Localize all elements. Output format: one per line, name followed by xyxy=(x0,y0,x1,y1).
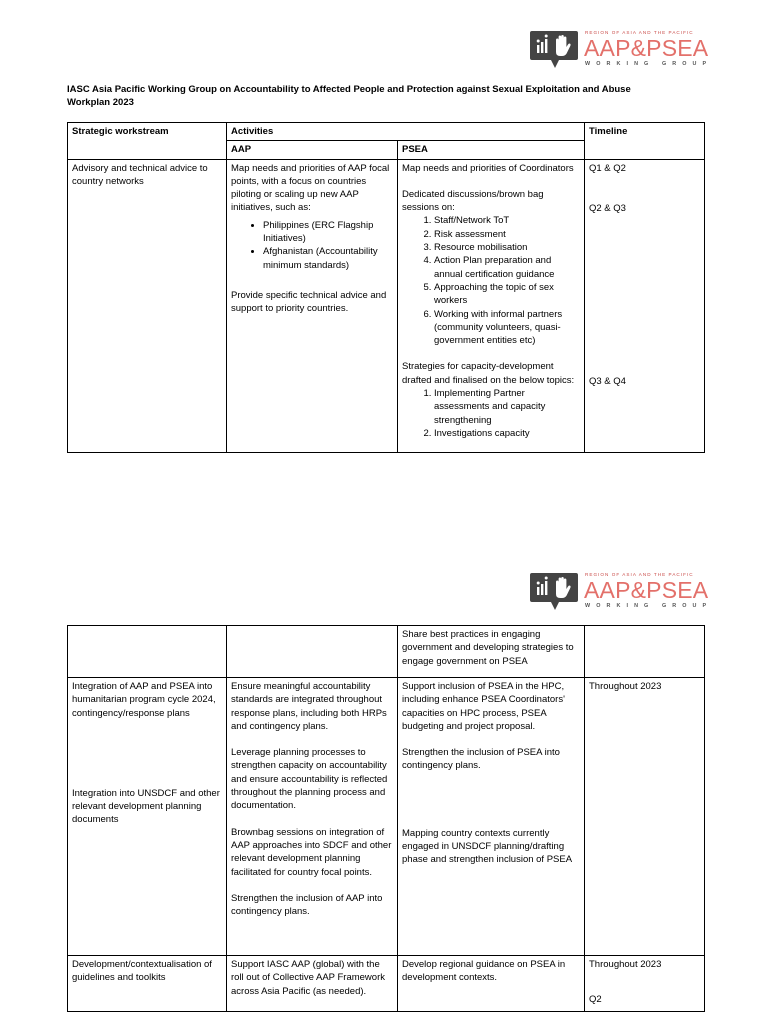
list-item: 2. Investigations capacity xyxy=(434,427,580,440)
logo-brand: AAP&PSEA xyxy=(584,35,709,61)
timeline-entry: Q2 xyxy=(589,994,602,1006)
header-aap: AAP xyxy=(227,141,398,159)
logo-region-line: REGION OF ASIA AND THE PACIFIC xyxy=(585,30,694,35)
workstream-text: Integration into UNSDCF and other relevant development planning documents xyxy=(72,787,220,826)
aap-intro: Map needs and priorities of AAP focal points, with a focus on countries piloting or scaling up new AAP initiatives, such as: xyxy=(231,162,390,214)
aap-cell xyxy=(227,159,398,452)
psea-cell xyxy=(398,678,585,956)
aap-cell: Support IASC AAP (global) with the roll out of Collective AAP Framework across Asia Pacific (as needed). xyxy=(227,956,398,1012)
workplan-table-page2 xyxy=(67,625,705,1012)
list-item: 3. Resource mobilisation xyxy=(434,241,580,254)
list-item: 5. Approaching the topic of sex workers xyxy=(434,281,580,308)
psea-cell: Develop regional guidance on PSEA in development contexts. xyxy=(398,956,585,1012)
logo xyxy=(529,572,713,612)
workplan-table-page1 xyxy=(67,122,705,453)
aap-paragraph: Brownbag sessions on integration of AAP approaches into SDCF and other relevant development planning facilitated for country focal points. xyxy=(231,826,392,878)
table-row xyxy=(68,626,705,678)
psea-paragraph: Map needs and priorities of Coordinators xyxy=(402,162,574,174)
list-item: 1. Implementing Partner assessments and capacity strengthening xyxy=(434,387,580,427)
timeline-cell xyxy=(585,956,705,1012)
list-item: 6. Working with informal partners (community volunteers, quasi-government entities etc) xyxy=(434,308,580,348)
psea-paragraph: Mapping country contexts currently engaged in UNSDCF planning/drafting phase and strengthen inclusion of PSEA xyxy=(402,827,573,866)
timeline-entry: Q2 & Q3 xyxy=(589,202,626,214)
aap-paragraph: Leverage planning processes to strengthen capacity on accountability and ensure accountability is reflected throughout the planning process and documentation. xyxy=(231,747,388,812)
logo-badge-icon xyxy=(529,572,579,612)
workstream-cell: Advisory and technical advice to country networks xyxy=(68,159,227,452)
aap-paragraph: Ensure meaningful accountability standards are integrated throughout response plans, including both HRPs and contingency plans. xyxy=(231,681,387,732)
list-item: • Philippines (ERC Flagship Initiatives) xyxy=(263,219,393,246)
logo-wordmark xyxy=(584,572,713,612)
list-item: • Afghanistan (Accountability minimum standards) xyxy=(263,245,393,272)
logo-brand: AAP&PSEA xyxy=(584,577,709,603)
psea-paragraph: Support inclusion of PSEA in the HPC, including enhance PSEA Coordinators' capacities on HPC process, PSEA budgeting and project proposal. xyxy=(402,681,565,732)
psea-paragraph: Dedicated discussions/brown bag sessions on: xyxy=(402,188,544,214)
header-timeline: Timeline xyxy=(585,123,705,160)
psea-numbered-list xyxy=(402,387,580,440)
timeline-entry: Q3 & Q4 xyxy=(589,376,626,388)
aap-outro: Provide specific technical advice and support to priority countries. xyxy=(231,289,387,315)
aap-paragraph: Strengthen the inclusion of AAP into contingency plans. xyxy=(231,892,383,918)
timeline-cell xyxy=(585,626,705,678)
timeline-entry: Throughout 2023 xyxy=(589,959,662,970)
header-workstream: Strategic workstream xyxy=(68,123,227,160)
psea-cell xyxy=(398,159,585,452)
psea-numbered-list xyxy=(402,214,580,347)
logo-badge-icon xyxy=(529,30,579,70)
psea-paragraph: Strengthen the inclusion of PSEA into contingency plans. xyxy=(402,747,560,772)
timeline-cell xyxy=(585,159,705,452)
workstream-text: Integration of AAP and PSEA into humanitarian program cycle 2024, contingency/response plans xyxy=(72,681,216,719)
psea-cell: Share best practices in engaging government and developing strategies to engage government on PSEA xyxy=(398,626,585,678)
list-item: 2. Risk assessment xyxy=(434,228,580,241)
psea-paragraph: Strategies for capacity-development drafted and finalised on the below topics: xyxy=(402,361,575,386)
workstream-cell: Development/contextualisation of guidelines and toolkits xyxy=(68,956,227,1012)
workstream-cell xyxy=(68,678,227,956)
timeline-cell: Throughout 2023 xyxy=(585,678,705,956)
document-title-line1: IASC Asia Pacific Working Group on Accountability to Affected People and Protection against Sexual Exploitation and Abuse xyxy=(67,84,631,95)
logo-wordmark xyxy=(584,30,713,70)
table-row xyxy=(68,956,705,1012)
aap-cell xyxy=(227,678,398,956)
list-item: 1. Staff/Network ToT xyxy=(434,214,580,227)
logo-working-group: WORKING GROUP xyxy=(585,603,713,609)
workstream-cell xyxy=(68,626,227,678)
aap-cell xyxy=(227,626,398,678)
document-title-line2: Workplan 2023 xyxy=(67,97,134,108)
list-item: 4. Action Plan preparation and annual certification guidance xyxy=(434,254,580,281)
document-title xyxy=(67,83,707,109)
timeline-entry: Q1 & Q2 xyxy=(589,162,626,174)
logo xyxy=(529,30,713,70)
table-row xyxy=(68,678,705,956)
table-row xyxy=(68,159,705,452)
logo-region-line: REGION OF ASIA AND THE PACIFIC xyxy=(585,572,694,577)
header-activities: Activities xyxy=(227,123,585,141)
logo-working-group: WORKING GROUP xyxy=(585,61,713,67)
header-psea: PSEA xyxy=(398,141,585,159)
aap-bullet-list xyxy=(231,219,393,272)
